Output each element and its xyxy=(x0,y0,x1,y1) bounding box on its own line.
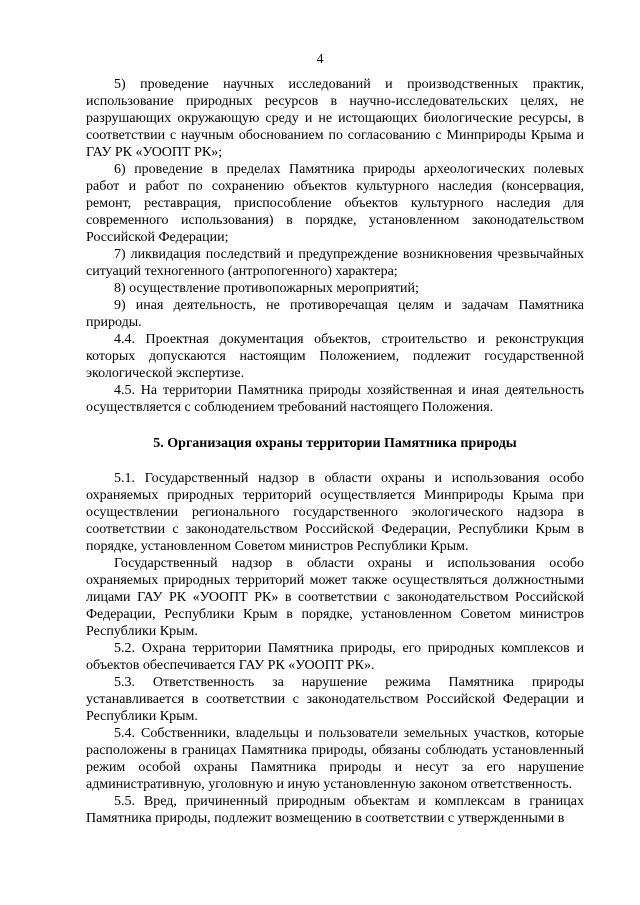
paragraph-5-4: 5.4. Собственники, владельцы и пользователи земельных участков, которые расположены в границах Памятника природы, обязаны соблюдать установленный режим особой охраны Памятника природы и несут за его нарушение административную, уголовную и иную установленную законом ответственность. xyxy=(86,726,584,792)
paragraph-4-4: 4.4. Проектная документация объектов, строительство и реконструкция которых допускаются настоящим Положением, подлежит государственной экологической экспертизе. xyxy=(86,332,584,381)
paragraph-item-7: 7) ликвидация последствий и предупреждение возникновения чрезвычайных ситуаций техногенного (антропогенного) характера; xyxy=(86,247,584,279)
paragraph-item-5: 5) проведение научных исследований и производственных практик, использование природных ресурсов в научно-исследовательских целях, не разрушающих окружающую среду и не истощающих биологические ресурсы, в соответствии с научным обоснованием по согласованию с Минприроды Крыма и ГАУ РК «УООПТ РК»; xyxy=(86,77,584,160)
section-title: 5. Организация охраны территории Памятника природы xyxy=(153,436,517,451)
paragraph-5-5: 5.5. Вред, причиненный природным объектам и комплексам в границах Памятника природы, подлежит возмещению в соответствии с утвержденными в xyxy=(86,794,584,826)
page-number: 4 xyxy=(316,52,324,67)
paragraph-item-9: 9) иная деятельность, не противоречащая целям и задачам Памятника природы. xyxy=(86,298,584,330)
paragraph-4-5: 4.5. На территории Памятника природы хозяйственная и иная деятельность осуществляется с соблюдением требований настоящего Положения. xyxy=(86,383,584,415)
paragraph-5-3: 5.3. Ответственность за нарушение режима Памятника природы устанавливается в соответствии с законодательством Российской Федерации и Республики Крым. xyxy=(86,675,584,724)
paragraph-item-8: 8) осуществление противопожарных мероприятий; xyxy=(114,281,419,296)
paragraph-5-1-continued: Государственный надзор в области охраны и использования особо охраняемых природных территорий может также осуществляться должностными лицами ГАУ РК «УООПТ РК» в соответствии с законодательством Российской Федерации, Республики Крым в порядке, установленном Советом министров Республики Крым. xyxy=(86,556,584,639)
paragraph-5-2: 5.2. Охрана территории Памятника природы, его природных комплексов и объектов обеспечивается ГАУ РК «УООПТ РК». xyxy=(86,641,584,673)
document-body xyxy=(86,76,584,827)
paragraph-5-1: 5.1. Государственный надзор в области охраны и использования особо охраняемых природных территорий осуществляется Минприроды Крыма при осуществлении регионального государственного экологического надзора в соответствии с законодательством Российской Федерации, Республики Крым в порядке, установленном Советом министров Республики Крым. xyxy=(86,471,584,554)
paragraph-item-6: 6) проведение в пределах Памятника природы археологических полевых работ и работ по сохранению объектов культурного наследия (консервация, ремонт, реставрация, приспособление объектов культурного наследия для современного использования) в порядке, установленном законодательством Российской Федерации; xyxy=(86,162,584,245)
